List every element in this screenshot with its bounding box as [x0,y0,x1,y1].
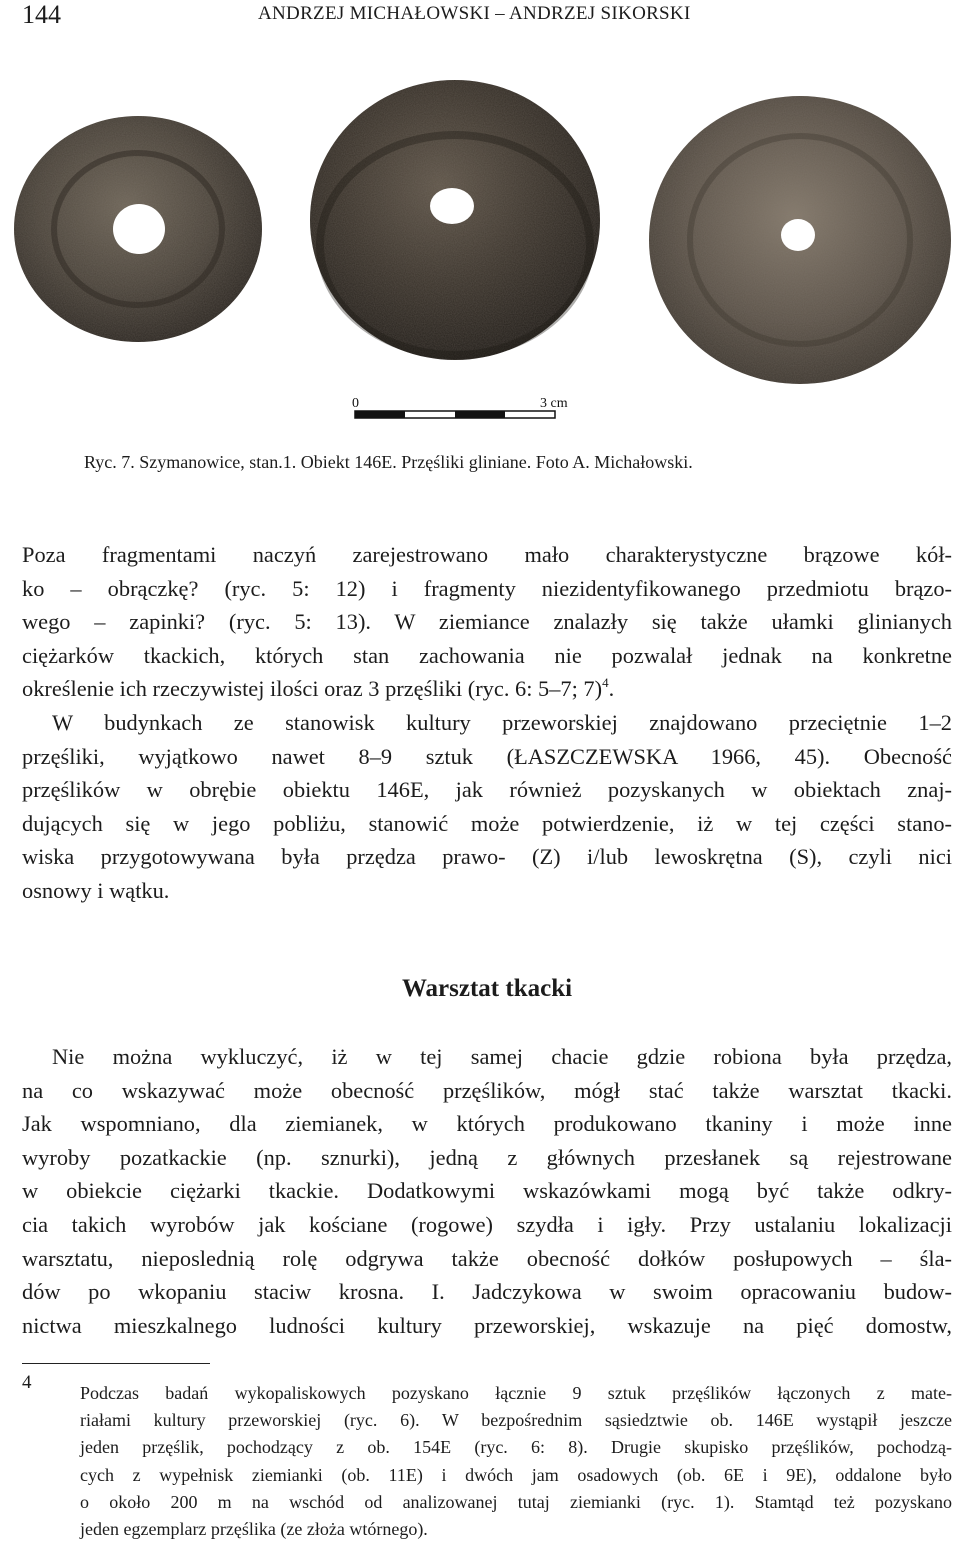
text-line: Jak wspomniano, dla ziemianek, w których produkowano tkaniny i może inne [22,1111,952,1137]
text-line: nictwa mieszkalnego ludności kultury przeworskiej, wskazuje na pięć domostw, [22,1312,952,1338]
text-line: wyroby pozatkackie (np. sznurki), jedną z głównych przesłanek są rejestrowane [22,1144,952,1170]
figure-caption: Ryc. 7. Szymanowice, stan.1. Obiekt 146E. Przęśliki gliniane. Foto A. Michałowski. [84,452,693,472]
text-line: w obiekcie ciężarki tkackie. Dodatkowymi wskazówkami mogą być także odkry- [22,1178,952,1204]
spindle-whorls-photo [0,70,960,440]
text-line: o około 200 m na wschód od analizowanej tutaj ziemianki (ryc. 1). Stamtąd też pozyskano [80,1491,952,1512]
body-paragraph-2 [22,1040,952,1342]
footnote-divider [22,1363,210,1364]
text-line [22,672,952,706]
page-number: 144 [22,0,61,29]
text-line: W budynkach ze stanowisk kultury przeworskiej znajdowano przeciętnie 1–2 [52,709,952,735]
text-line: riałami kultury przeworskiej (ryc. 6). W bezpośrednim sąsiedztwie ob. 146E wystąpił jeszcze [80,1410,952,1431]
text-line: cych z wypełnisk ziemianki (ob. 11E) i dwóch jam osadowych (ob. 6E i 9E), oddalone było [80,1464,952,1485]
whorl-right [649,96,951,384]
text-line: jeden egzemplarz przęślika (ze złoża wtórnego). [80,1519,428,1540]
text-line: osnowy i wątku. [22,877,170,903]
text-line: wego – zapinki? (ryc. 5: 13). W ziemiance znalazły się także ułamki glinianych [22,609,952,635]
whorl-left [14,116,262,342]
text-line: Poza fragmentami naczyń zarejestrowano mało charakterystyczne brązowe kół- [22,542,952,567]
text-line-content: określenie ich rzeczywistej ilości oraz 3 przęśliki (ryc. 6: 5–7; 7) [22,676,603,702]
text-line: jeden przęślik, pochodzący z ob. 154E (ryc. 6: 8). Drugie skupisko przęślików, pochodzą- [80,1437,952,1458]
text-line: warsztatu, nieposlednią rolę odgrywa także obecność dołków posłupowych – śla- [22,1245,952,1271]
text-line: Nie można wykluczyć, iż w tej samej chacie gdzie robiona była przędza, [52,1044,952,1069]
footnote-number: 4 [22,1372,32,1393]
text-line: Podczas badań wykopaliskowych pozyskano łącznie 9 sztuk przęślików łączonych z mate- [80,1383,952,1403]
text-line: przęśliki, wyjątkowo nawet 8–9 sztuk (ŁASZCZEWSKA 1966, 45). Obecność [22,743,952,769]
footnote-text [80,1380,952,1543]
body-paragraph-1 [22,538,952,908]
scale-end-label: 3 cm [540,396,568,411]
text-line: ko – obrączkę? (ryc. 5: 12) i fragmenty niezidentyfikowanego przedmiotu brązo- [22,575,952,601]
text-line: dów po wkopaniu staciw krosna. I. Jadczykowa w swoim opracowaniu budow- [22,1279,952,1305]
text-line: dujących się w jego pobliżu, stanowić może potwierdzenie, iż w tej części stano- [22,810,952,836]
text-line: cia takich wyrobów jak kościane (rogowe) szydła i igły. Przy ustalaniu lokalizacji [22,1211,952,1237]
scale-start-label: 0 [352,396,359,411]
text-line: ciężarków tkackich, których stan zachowania nie pozwalał jednak na konkretne [22,642,952,668]
running-head: ANDRZEJ MICHAŁOWSKI – ANDRZEJ SIKORSKI [258,3,691,24]
text-line-tail: . [608,676,615,702]
scale-bar [352,396,568,418]
text-line: przęślików w obrębie obiektu 146E, jak również pozyskanych w obiektach znaj- [22,777,952,803]
footnote-reference[interactable]: 4 [602,675,609,691]
text-line: wiska przygotowywana była przędza prawo- (Z) i/lub lewoskrętna (S), czyli nici [22,844,952,870]
section-heading: Warsztat tkacki [401,975,573,1002]
whorl-center [310,80,600,360]
text-line: na co wskazywać może obecność przęślików, mógł stać także warsztat tkacki. [22,1077,952,1103]
